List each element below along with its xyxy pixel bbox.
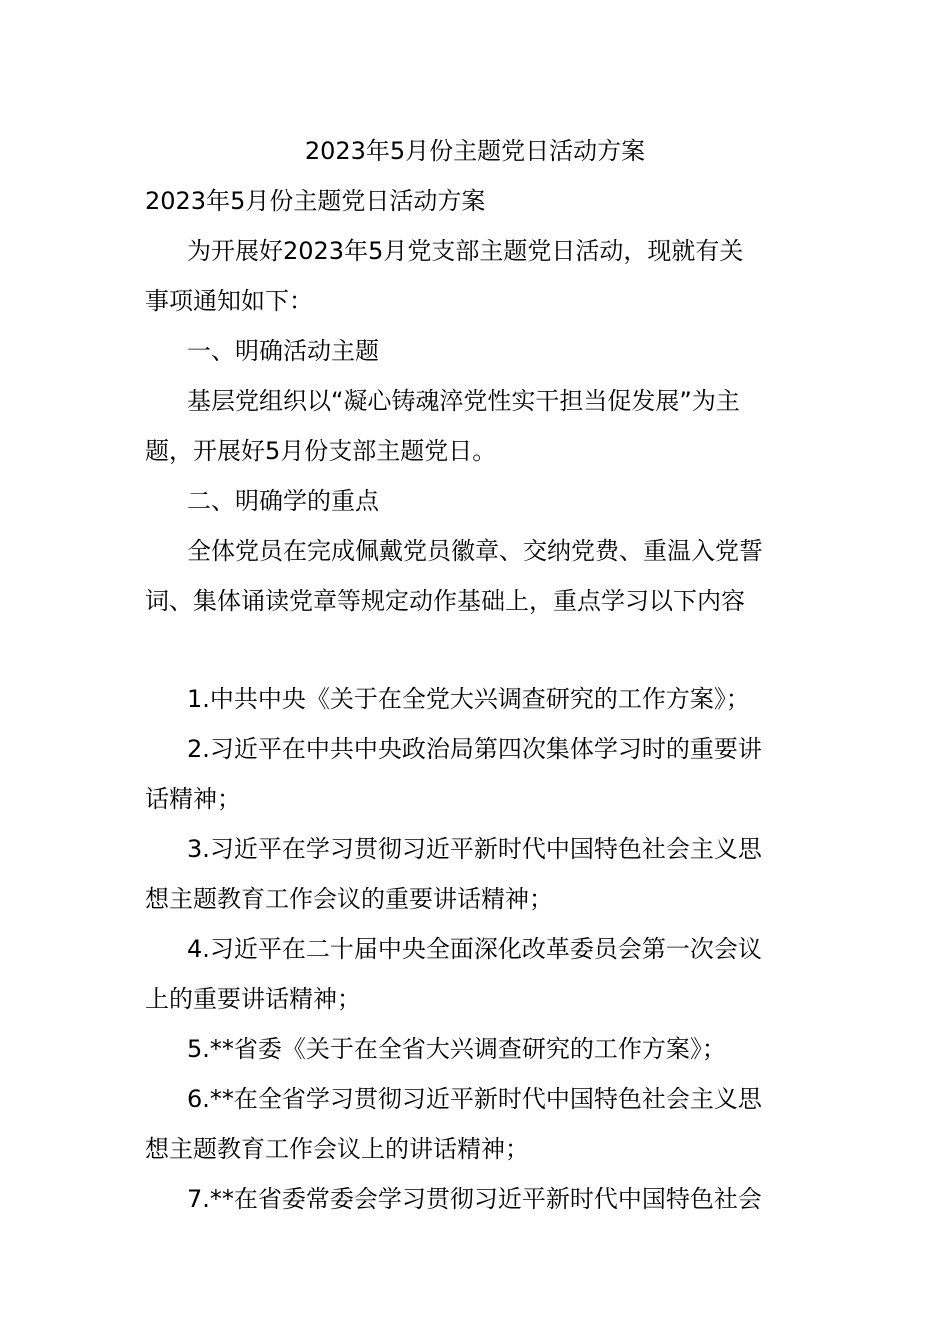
section-heading: 二、明确学的重点: [187, 487, 379, 515]
list-item-continuation: 想主题教育工作会议上的讲话精神；: [145, 1135, 529, 1163]
document-title: 2023年5月份主题党日活动方案: [304, 137, 646, 165]
list-item: 3.习近平在学习贯彻习近平新时代中国特色社会主义思: [187, 835, 762, 863]
list-item: 6.**在全省学习贯彻习近平新时代中国特色社会主义思: [187, 1085, 762, 1113]
section-paragraph-line: 全体党员在完成佩戴党员徽章、交纳党费、重温入党誓: [187, 537, 763, 565]
list-item-continuation: 想主题教育工作会议的重要讲话精神；: [145, 885, 553, 913]
intro-paragraph-line: 事项通知如下：: [145, 287, 313, 315]
list-item: 1.中共中央《关于在全党大兴调查研究的工作方案》；: [187, 685, 750, 713]
list-item-continuation: 话精神；: [145, 785, 241, 813]
list-item-continuation: 上的重要讲话精神；: [145, 985, 361, 1013]
section-paragraph-line: 题，开展好5月份支部主题党日。: [145, 437, 497, 465]
list-item: 7.**在省委常委会学习贯彻习近平新时代中国特色社会: [187, 1185, 762, 1213]
list-item: 2.习近平在中共中央政治局第四次集体学习时的重要讲: [187, 735, 762, 763]
list-item: 4.习近平在二十届中央全面深化改革委员会第一次会议: [187, 935, 762, 963]
section-paragraph-line: 基层党组织以“凝心铸魂淬党性实干担当促发展”为主: [187, 387, 740, 415]
list-item: 5.**省委《关于在全省大兴调查研究的工作方案》；: [187, 1035, 726, 1063]
section-heading: 一、明确活动主题: [187, 337, 379, 365]
document-subtitle: 2023年5月份主题党日活动方案: [145, 187, 486, 215]
section-paragraph-line: 词、集体诵读党章等规定动作基础上，重点学习以下内容: [145, 587, 745, 615]
intro-paragraph-line: 为开展好2023年5月党支部主题党日活动，现就有关: [187, 237, 744, 265]
